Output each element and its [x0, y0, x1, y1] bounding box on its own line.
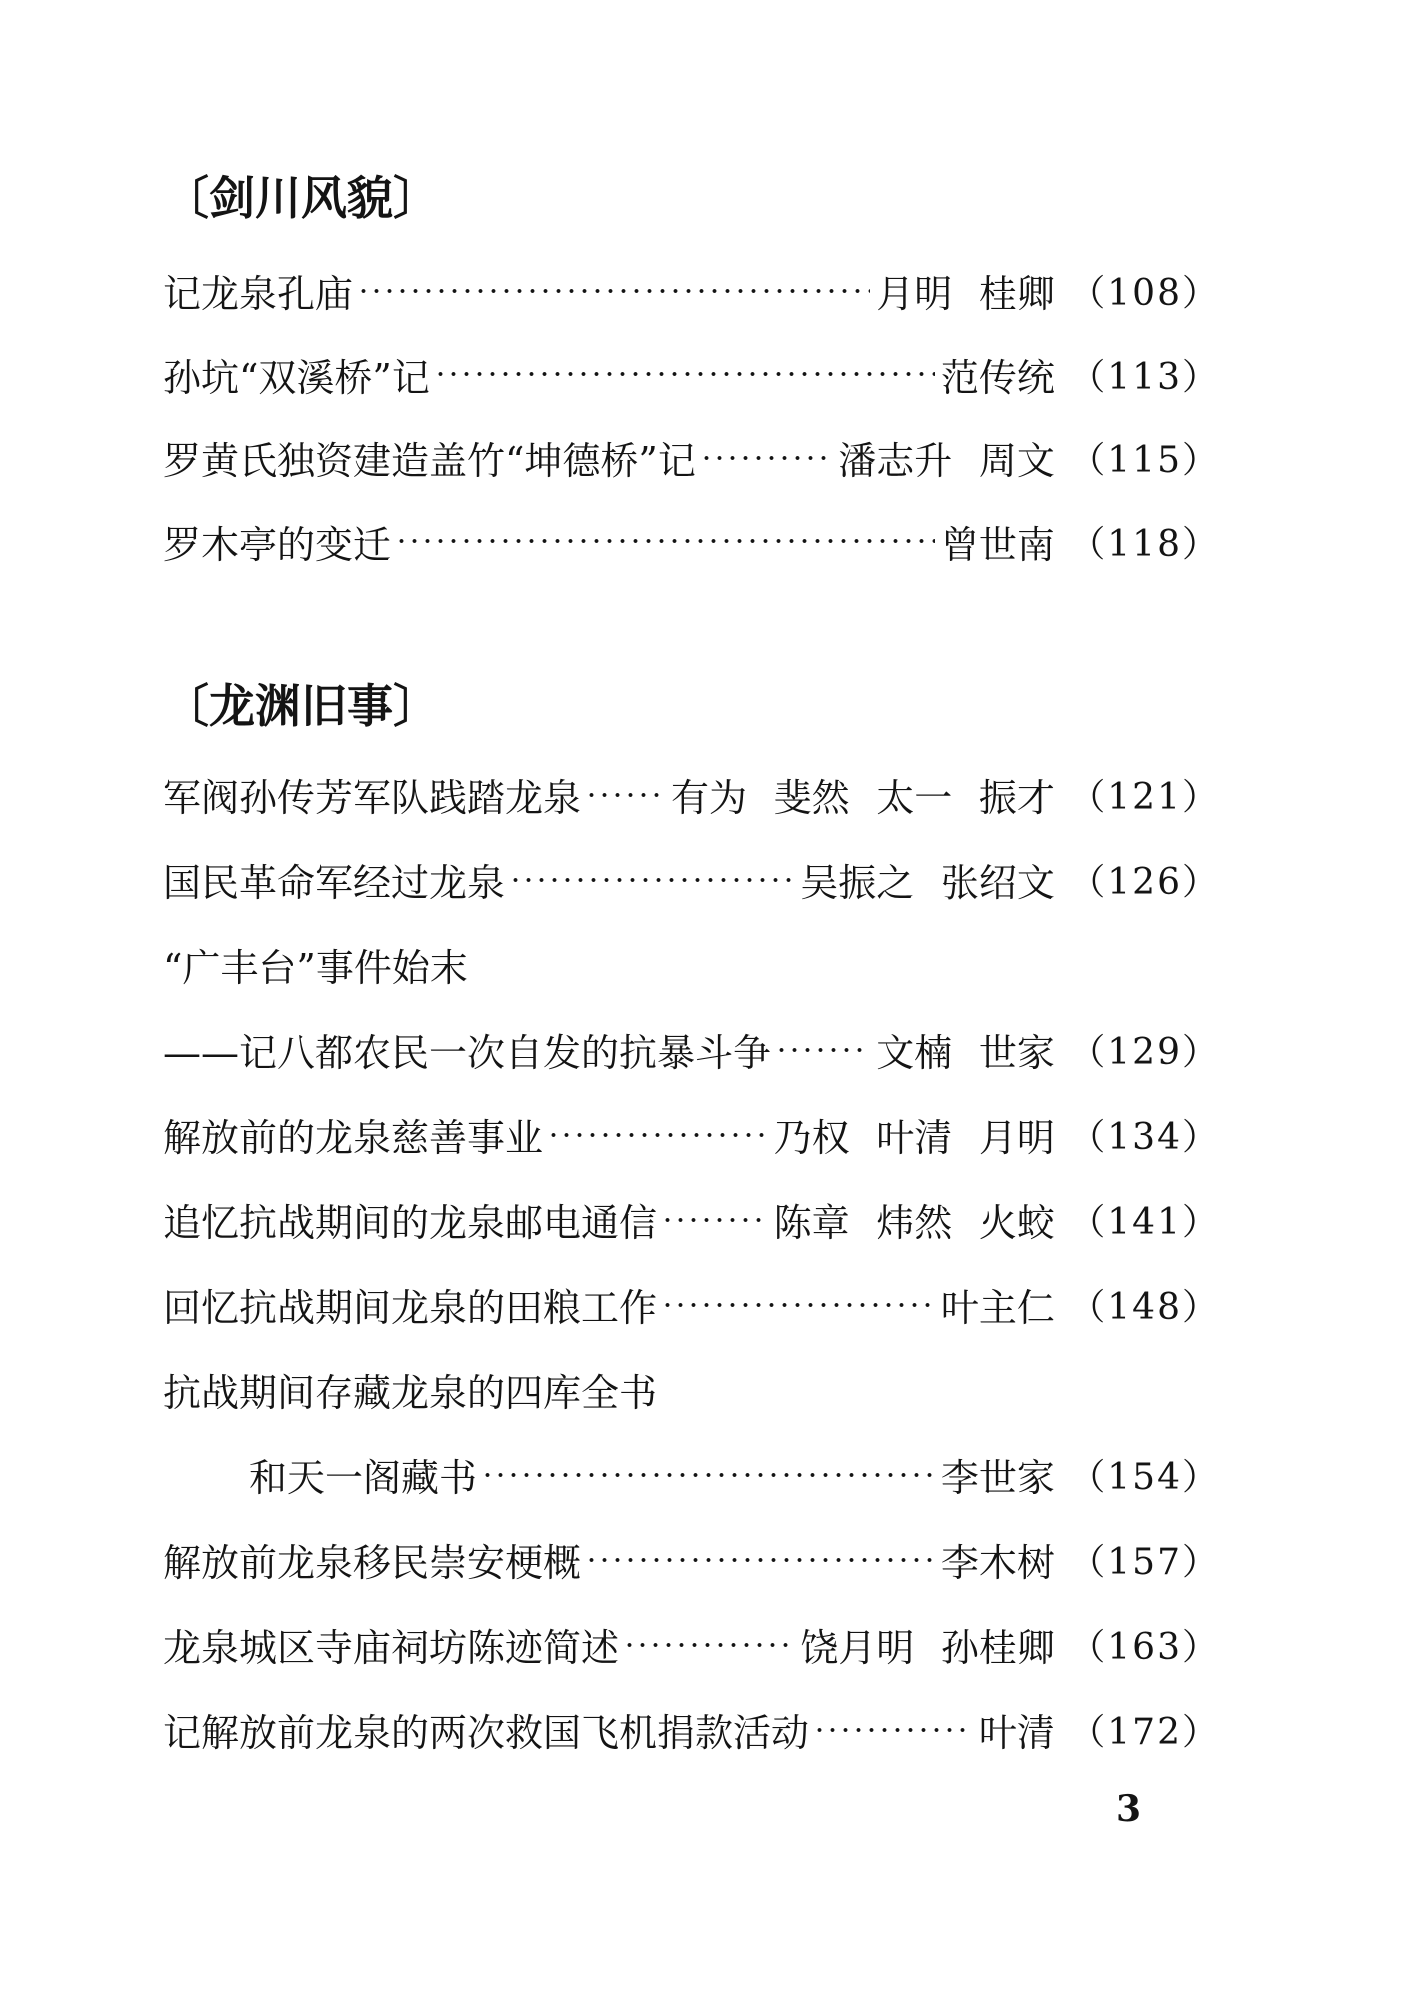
entry-author: 斐然 [773, 776, 850, 820]
entry-author: 李世家 [940, 1456, 1055, 1500]
entry-author: 吴振之 [800, 861, 915, 905]
entry-authors [941, 1447, 1055, 1502]
entry-author: 振才 [978, 776, 1055, 820]
toc-entry [163, 416, 1220, 500]
entry-title: 记解放前龙泉的两次救国飞机捐款活动 [163, 1711, 810, 1755]
entry-authors [941, 514, 1055, 569]
entry-author: 炜然 [876, 1201, 953, 1245]
entry-author: 火蛟 [978, 1201, 1055, 1245]
dot-leader [700, 454, 832, 462]
toc-entry [163, 752, 1220, 837]
toc-entry [163, 249, 1220, 333]
dot-leader [585, 1556, 935, 1564]
toc-entry [163, 1687, 1220, 1772]
entry-page-number: （121） [1069, 777, 1220, 818]
toc-entry [163, 1517, 1220, 1602]
entry-page-number: （172） [1069, 1712, 1220, 1753]
entry-author: 饶月明 [800, 1626, 915, 1670]
entry-authors [876, 263, 1055, 318]
entry-author: 潘志升 [838, 439, 953, 484]
entry-title: 龙泉城区寺庙祠坊陈迹简述 [163, 1626, 620, 1670]
toc-entry-list [163, 752, 1220, 1772]
entry-authors [979, 1702, 1055, 1757]
entry-page-number: （113） [1069, 356, 1220, 398]
entry-author: 桂卿 [978, 272, 1055, 317]
entry-title: 和天一阁藏书 [249, 1456, 478, 1500]
entry-title: 追忆抗战期间的龙泉邮电通信 [163, 1201, 658, 1245]
entry-authors [876, 1022, 1055, 1077]
entry-title: 回忆抗战期间龙泉的田粮工作 [163, 1286, 658, 1330]
entry-author: 月明 [978, 1116, 1055, 1160]
entry-page-number: （154） [1069, 1457, 1220, 1498]
entry-title: ——记八都农民一次自发的抗暴斗争 [163, 1031, 772, 1075]
entry-authors [941, 1277, 1055, 1332]
entry-authors [838, 430, 1055, 485]
entry-page-number: （126） [1069, 862, 1220, 903]
entry-author: 叶主仁 [940, 1286, 1055, 1330]
toc-entry-list [163, 249, 1220, 583]
entry-author: 文楠 [876, 1031, 953, 1075]
entry-title: 军阀孙传芳军队践踏龙泉 [163, 776, 582, 820]
dot-leader [813, 1726, 973, 1734]
toc-entry [163, 1007, 1220, 1092]
dot-leader [623, 1641, 794, 1649]
toc-entry [163, 1602, 1220, 1687]
entry-author: 叶清 [876, 1116, 953, 1160]
entry-page-number: （134） [1069, 1117, 1220, 1158]
toc-entry [163, 1432, 1220, 1517]
entry-authors [800, 852, 1055, 907]
dot-leader [395, 537, 935, 545]
entry-authors [941, 347, 1055, 402]
toc-entry [163, 1092, 1220, 1177]
entry-page-number: （115） [1069, 440, 1220, 482]
entry-author: 月明 [876, 272, 953, 317]
section-heading: 〔剑川风貌〕 [163, 171, 439, 225]
dot-leader [661, 1301, 935, 1309]
entry-page-number: （129） [1069, 1032, 1220, 1073]
dot-leader [585, 791, 665, 799]
entry-author: 有为 [671, 776, 748, 820]
entry-title: 罗黄氏独资建造盖竹“坤德桥”记 [163, 439, 696, 484]
toc-entry [163, 922, 1220, 1007]
entry-title: 孙坑“双溪桥”记 [163, 355, 430, 400]
dot-leader [547, 1131, 768, 1139]
entry-page-number: （108） [1069, 273, 1220, 315]
dot-leader [509, 876, 794, 884]
entry-author: 世家 [978, 1031, 1055, 1075]
dot-leader [661, 1216, 768, 1224]
toc-section-jianchuan [163, 156, 1220, 583]
entry-page-number: （118） [1069, 523, 1220, 565]
entry-author: 孙桂卿 [940, 1626, 1055, 1670]
entry-page-number: （157） [1069, 1542, 1220, 1583]
entry-title: 抗战期间存藏龙泉的四库全书 [163, 1371, 658, 1415]
entry-authors [800, 1617, 1055, 1672]
entry-title: 国民革命军经过龙泉 [163, 861, 506, 905]
entry-title: 解放前的龙泉慈善事业 [163, 1116, 544, 1160]
toc-entry [163, 1347, 1220, 1432]
page-number: 3 [1116, 1788, 1142, 1830]
dot-leader [357, 287, 870, 295]
entry-authors [941, 1532, 1055, 1587]
toc-entry [163, 837, 1220, 922]
entry-author: 乃权 [773, 1116, 850, 1160]
entry-author: 张绍文 [940, 861, 1055, 905]
entry-author: 周文 [978, 439, 1055, 484]
entry-author: 范传统 [940, 355, 1055, 400]
entry-title: “广丰台”事件始末 [163, 946, 468, 990]
entry-author: 叶清 [978, 1711, 1055, 1755]
toc-entry [163, 1262, 1220, 1347]
entry-title: 解放前龙泉移民崇安梗概 [163, 1541, 582, 1585]
entry-title: 罗木亭的变迁 [163, 522, 392, 567]
toc-section-longyuan [163, 664, 1220, 1772]
toc-entry [163, 1177, 1220, 1262]
entry-page-number: （148） [1069, 1287, 1220, 1328]
dot-leader [434, 370, 935, 378]
entry-authors [774, 1107, 1055, 1162]
entry-authors [671, 767, 1055, 822]
entry-title: 记龙泉孔庙 [163, 272, 354, 317]
dot-leader [775, 1046, 870, 1054]
entry-authors [774, 1192, 1055, 1247]
entry-author: 李木树 [940, 1541, 1055, 1585]
entry-author: 陈章 [773, 1201, 850, 1245]
dot-leader [481, 1471, 935, 1479]
entry-author: 曾世南 [940, 522, 1055, 567]
entry-author: 太一 [876, 776, 953, 820]
entry-page-number: （141） [1069, 1202, 1220, 1243]
section-heading: 〔龙渊旧事〕 [163, 679, 439, 733]
toc-entry [163, 500, 1220, 584]
toc-entry [163, 333, 1220, 417]
entry-page-number: （163） [1069, 1627, 1220, 1668]
